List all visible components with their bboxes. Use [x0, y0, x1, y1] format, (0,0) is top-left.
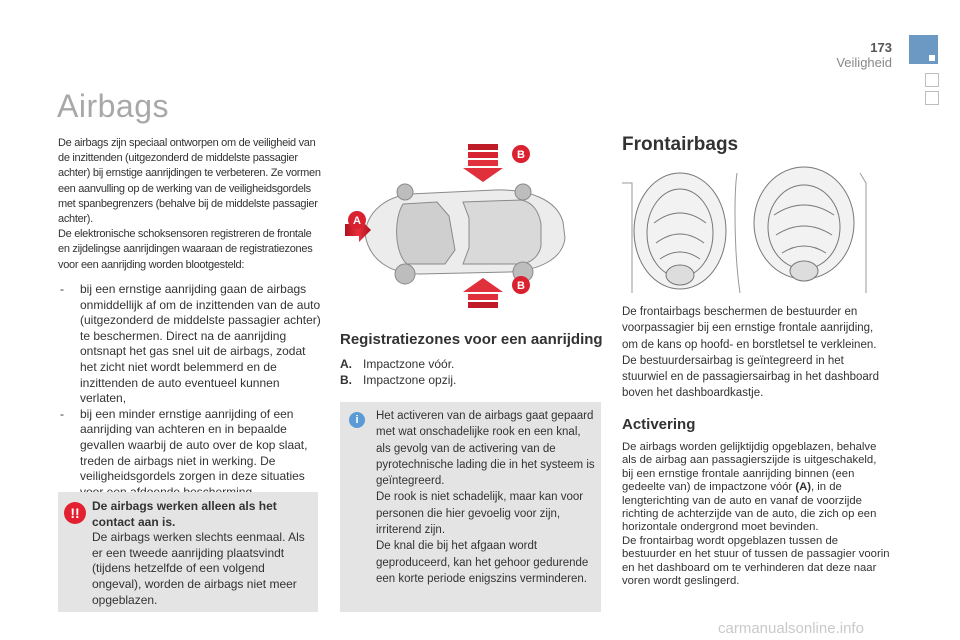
activering-text-part: De airbags worden gelijktijdig opgeblazen, behalve als de airbag aan passagierszijde is uitgeschakeld, bij een ernstige frontale aanrijding binnen (een gedeelte van) de impactzone vóór: [622, 441, 877, 494]
chapter-tab-active[interactable]: [909, 35, 938, 64]
zone-label: A.: [340, 357, 352, 371]
chapter-tab[interactable]: [925, 91, 939, 105]
activering-text: [622, 441, 890, 588]
airbag-illustration: [622, 163, 880, 293]
info-text: [376, 408, 596, 587]
activering-heading: Activering: [622, 416, 696, 433]
list-item: - bij een ernstige aanrijding gaan de airbags onmiddellijk af om de inzittenden van de auto (uitgezonderd de middelste passagier achter) te beschermen. Direct na de aanrijding ontsnapt het gas snel uit de airbags, zodat het zicht niet wordt belemmerd en de inzittenden de auto eventueel kunnen verlaten,: [58, 282, 323, 407]
car-outline-icon: [365, 184, 565, 284]
tab-dot-icon: [929, 55, 935, 61]
bullet-list: [58, 282, 323, 500]
info-paragraph: Het activeren van de airbags gaat gepaard met wat onschadelijke rook en een knal, als gevolg van de activering van de pyrotechnische lading die in het systeem is geïntegreerd.: [376, 410, 595, 488]
watermark: carmanualsonline.info: [718, 620, 864, 637]
label-a: A: [353, 215, 361, 227]
info-icon: i: [349, 412, 365, 428]
warning-body: De airbags werken slechts eenmaal. Als er een tweede aanrijding plaatsvindt (tijdens hetzelfde of een volgend ongeval), worden de airbags niet meer opgeblazen.: [92, 530, 305, 607]
intro-text: [58, 136, 323, 273]
activering-paragraph: De frontairbag wordt opgeblazen tussen de bestuurder en het stuur of tussen de passagier voorin en het dashboard om te verhinderen dat deze naar voren wordt geslingerd.: [622, 534, 890, 588]
warning-icon: !!: [64, 502, 86, 524]
zones-heading: Registratiezones voor een aanrijding: [340, 331, 603, 348]
list-item: [340, 372, 610, 388]
driver-airbag-icon: [634, 173, 726, 289]
zone-label: B.: [340, 373, 352, 387]
warning-bold: De airbags werken alleen als het contact aan is.: [92, 499, 277, 529]
page-number: 173: [870, 40, 892, 55]
frontairbags-paragraph: De frontairbags beschermen de bestuurder en voorpassagier bij een ernstige frontale aanrijding, om de kans op hoofd- en borstletsel te verkleinen.: [622, 306, 877, 351]
zones-list: [340, 356, 610, 388]
chapter-tab[interactable]: [925, 73, 939, 87]
info-paragraph: De knal die bij het afgaan wordt geproduceerd, kan het gehoor gedurende een korte periode enigszins verminderen.: [376, 540, 589, 585]
intro-paragraph: De airbags zijn speciaal ontworpen om de veiligheid van de inzittenden (uitgezonderd de middelste passagier achter) bij ernstige aanrijdingen te verbeteren. Ze vormen een aanvulling op de werking van de veiligheidsgordels met spanbegrenzers (behalve bij de middelste passagier achter).: [58, 137, 321, 226]
label-b-top: B: [517, 149, 525, 161]
activering-text-part: , in de lengterichting van de auto en vanaf de voorzijde richting de achterzijde van de auto, die zich op een horizontale ondergrond moet bevinden.: [622, 481, 877, 534]
car-impact-diagram: [345, 142, 570, 312]
frontairbags-paragraph: De bestuurdersairbag is geïntegreerd in het stuurwiel en de passagiersairbag in het dashboard boven het dashboardkastje.: [622, 354, 879, 400]
label-b-bottom: B: [517, 280, 525, 292]
frontairbags-heading: Frontairbags: [622, 134, 739, 155]
page-title: Airbags: [57, 88, 169, 124]
intro-paragraph: De elektronische schoksensoren registreren de frontale en zijdelingse aanrijdingen waaraan de registratiezones voor een aanrijding worden blootgesteld:: [58, 228, 313, 271]
activering-paragraph: [622, 441, 890, 535]
zone-text: Impactzone opzij.: [363, 373, 457, 387]
activering-zone-ref: (A): [795, 481, 812, 494]
info-paragraph: De rook is niet schadelijk, maar kan voor personen die hier gevoelig voor zijn, irriterend zijn.: [376, 491, 584, 537]
frontairbags-text: [622, 304, 890, 402]
list-item: - bij een minder ernstige aanrijding of een aanrijding van achteren en in bepaalde gevallen waarbij de auto over de kop slaat, treden de airbags niet in werking. De veiligheidsgordels zorgen in deze situaties: [58, 407, 323, 501]
section-name: Veiligheid: [836, 55, 892, 70]
warning-text: [92, 499, 314, 608]
list-item: [340, 356, 610, 372]
zone-text: Impactzone vóór.: [363, 357, 455, 371]
